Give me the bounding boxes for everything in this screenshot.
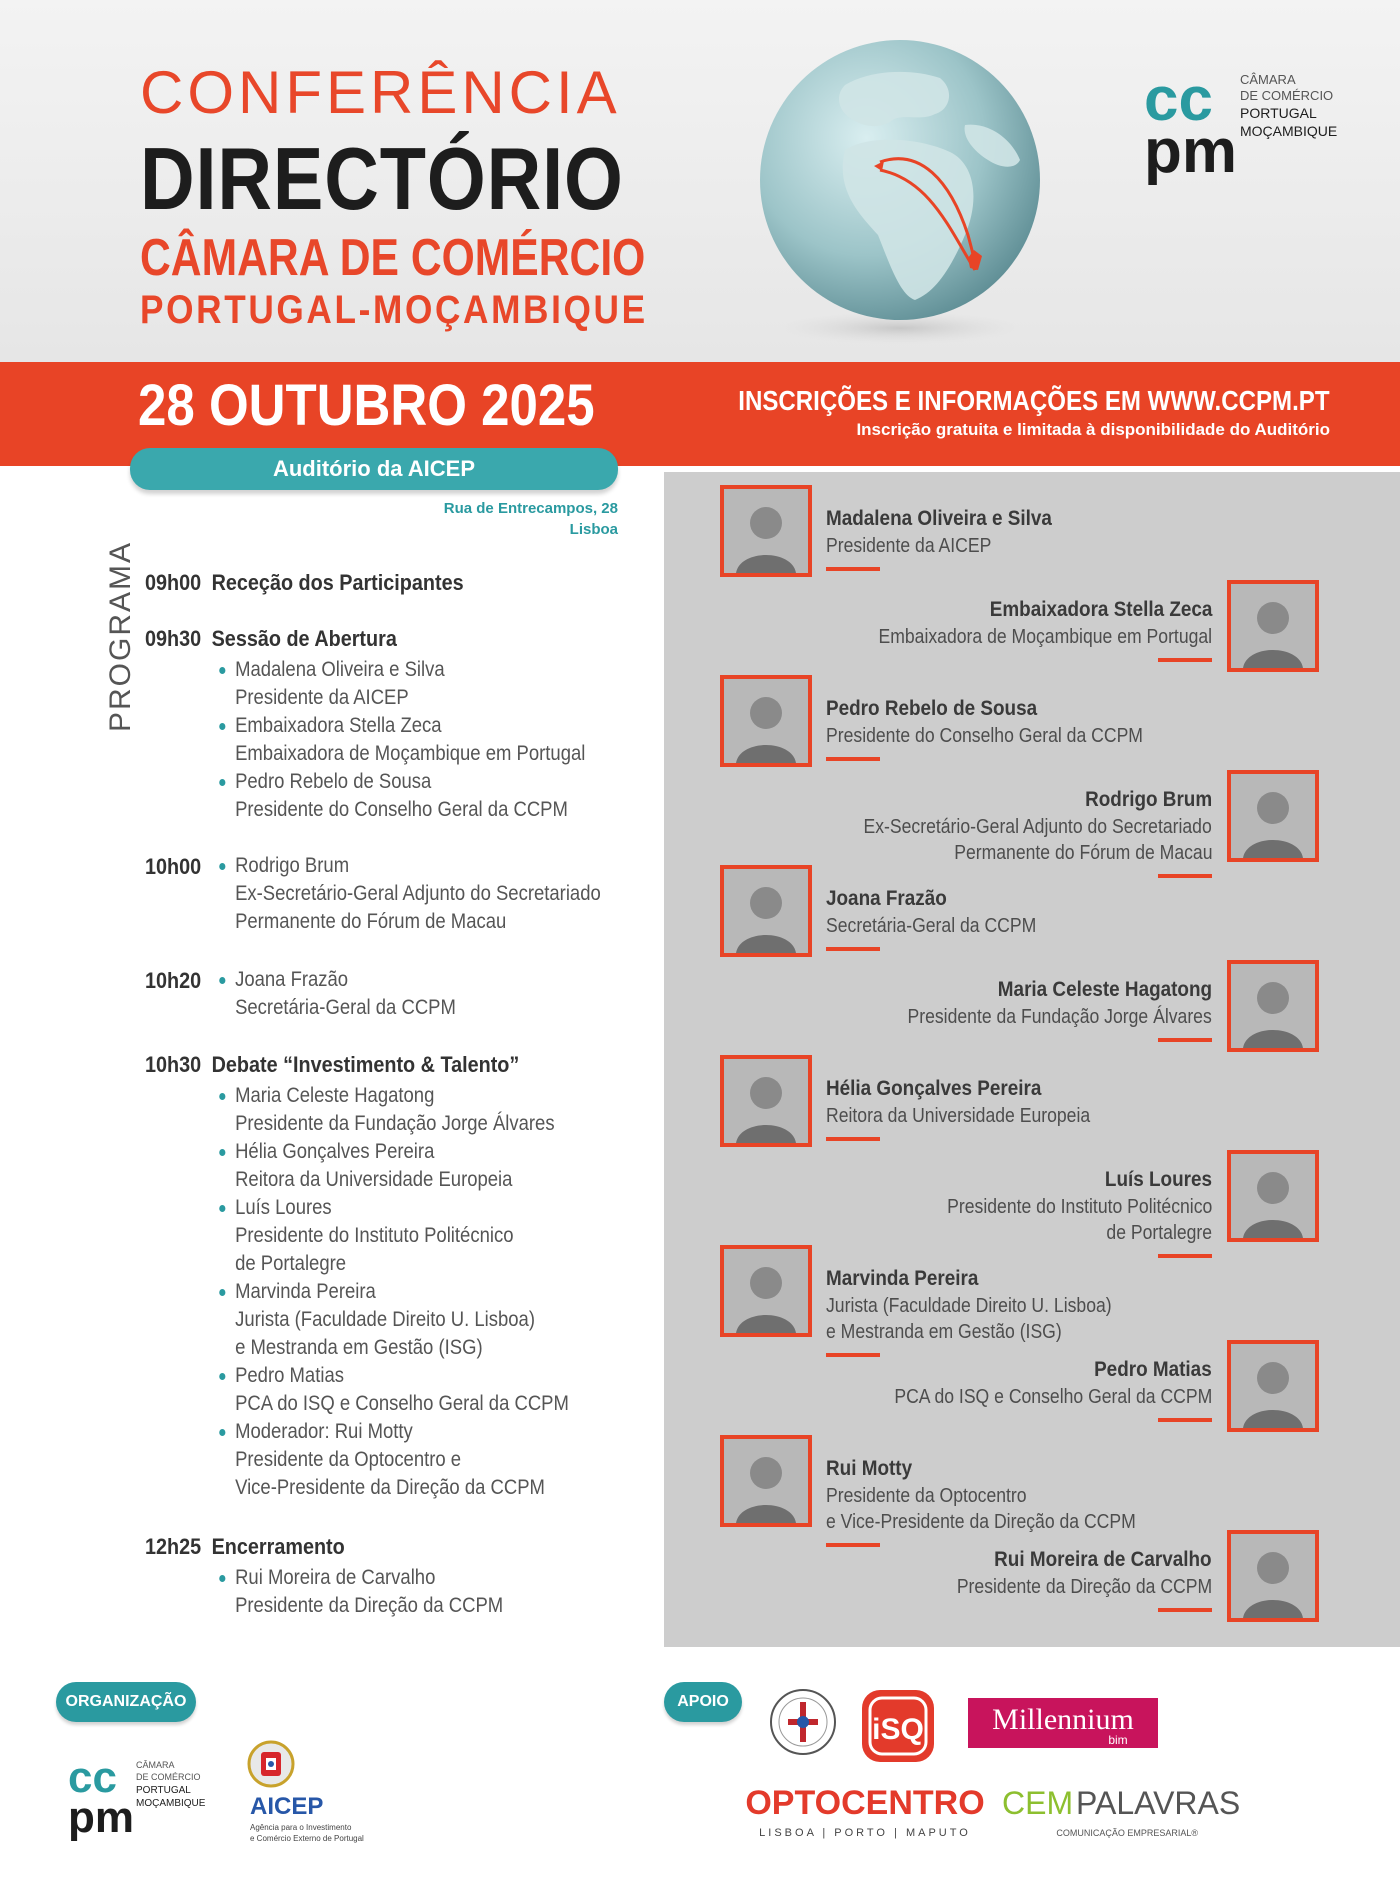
speaker-photo [720,1245,812,1337]
speaker-name: Rui Moreira de Carvalho [994,1548,1212,1571]
program-item: Moderador: Rui Motty Presidente da Optocentro e Vice-Presidente da Direção da CCPM [221,1418,612,1502]
svg-text:pm: pm [68,1793,134,1842]
globe-image [750,30,1050,350]
speaker-name: Joana Frazão [826,887,947,910]
bullet-icon [219,1149,225,1156]
speaker-role: Presidente da AICEP [826,535,992,557]
speaker-role: Permanente do Fórum de Macau [953,842,1212,864]
speaker-photo [1227,1340,1319,1432]
bullet-icon [219,863,225,870]
bullet-icon [219,1373,225,1380]
svg-text:LISBOA | PORTO | MAPUTO: LISBOA | PORTO | MAPUTO [759,1827,971,1839]
speaker-role: e Vice-Presidente da Direção da CCPM [826,1511,1136,1533]
svg-text:cc: cc [1144,65,1213,134]
title-line-3: CÂMARA DE COMÉRCIO [140,229,646,287]
program-block [145,570,665,596]
venue-city: Lisboa [569,521,618,538]
speaker-photo [720,675,812,767]
speaker-role: e Mestranda em Gestão (ISG) [826,1321,1062,1343]
bullet-icon [219,723,225,730]
bullet-icon [219,1429,225,1436]
speaker-underline [826,1137,880,1141]
bullet-icon [219,667,225,674]
bullet-icon [219,1575,225,1582]
ccpm-logo-footer [68,1750,218,1840]
speaker-role: Presidente da Direção da CCPM [956,1576,1212,1598]
program-item: Joana Frazão Secretária-Geral da CCPM [221,966,612,1022]
speaker-photo [720,485,812,577]
svg-text:CEM: CEM [1002,1785,1074,1821]
program-item: Luís Loures Presidente do Instituto Politécnico de Portalegre [221,1194,612,1278]
svg-text:OPTOCENTRO: OPTOCENTRO [745,1784,985,1822]
speaker-name: Hélia Gonçalves Pereira [826,1077,1042,1100]
program-title: Receção dos Participantes [211,570,464,595]
speaker-role: Presidente da Optocentro [826,1485,1027,1507]
speaker-underline [826,947,880,951]
speaker-photo [720,1055,812,1147]
speaker-role: Presidente do Conselho Geral da CCPM [826,725,1143,747]
program-title: Debate “Investimento & Talento” [211,1052,520,1077]
program-item: Pedro Matias PCA do ISQ e Conselho Geral da CCPM [221,1362,612,1418]
speaker-role: PCA do ISQ e Conselho Geral da CCPM [894,1386,1212,1408]
speaker-underline [826,757,880,761]
cempalavras-logo [1000,1778,1241,1848]
speaker-role: Embaixadora de Moçambique em Portugal [878,626,1212,648]
svg-text:COMUNICAÇÃO EMPRESARIAL®: COMUNICAÇÃO EMPRESARIAL® [1056,1828,1198,1838]
svg-text:Millennium: Millennium [992,1703,1134,1736]
speaker-underline [1158,658,1212,662]
program-time: 10h20 [145,968,202,993]
speaker-name: Rui Motty [826,1457,913,1480]
venue-name: Auditório da AICEP [272,456,476,481]
speaker-underline [826,567,880,571]
bullet-icon [219,1289,225,1296]
svg-text:cc: cc [68,1753,117,1802]
speaker-name: Pedro Matias [1094,1358,1212,1381]
program-item: Hélia Gonçalves Pereira Reitora da Universidade Europeia [221,1138,612,1194]
isq-logo [860,1688,936,1764]
speaker-role: Secretária-Geral da CCPM [826,915,1037,937]
program-label: PROGRAMA [104,540,137,732]
speaker-name: Luís Loures [1104,1168,1212,1191]
order-seal-logo [768,1680,838,1770]
organization-pill: ORGANIZAÇÃO [56,1682,196,1722]
millennium-bim-logo [968,1698,1158,1748]
speaker-name: Marvinda Pereira [826,1267,979,1290]
svg-text:Agência para o Investimento: Agência para o Investimento [250,1823,352,1832]
speaker-role: Presidente da Fundação Jorge Álvares [907,1006,1212,1028]
svg-text:PALAVRAS: PALAVRAS [1076,1785,1241,1821]
speaker-photo [1227,960,1319,1052]
speaker-photo [1227,580,1319,672]
svg-text:DE COMÉRCIO: DE COMÉRCIO [136,1772,201,1782]
svg-text:pm: pm [1144,117,1237,186]
program-block [145,968,665,1022]
program-block [145,1052,665,1502]
speaker-photo [1227,1150,1319,1242]
program-block [145,626,665,824]
registration-info: INSCRIÇÕES E INFORMAÇÕES EM WWW.CCPM.PT [738,385,1330,416]
svg-text:PORTUGAL: PORTUGAL [1240,105,1317,121]
program-title: Sessão de Abertura [211,626,397,651]
event-date: 28 OUTUBRO 2025 [138,373,595,438]
speaker-name: Madalena Oliveira e Silva [826,507,1052,530]
program-time: 10h00 [145,854,202,879]
svg-text:iSQ: iSQ [872,1713,924,1746]
program-item: Pedro Rebelo de Sousa Presidente do Conselho Geral da CCPM [221,768,612,824]
speaker-name: Rodrigo Brum [1084,788,1212,811]
speaker-photo [720,865,812,957]
program-time: 10h30 [145,1052,202,1077]
speaker-underline [1158,1418,1212,1422]
program-time: 09h30 [145,626,202,651]
optocentro-logo [745,1778,985,1848]
ccpm-logo [1142,62,1342,186]
speaker-underline [1158,1254,1212,1258]
speaker-underline [826,1353,880,1357]
svg-text:CÂMARA: CÂMARA [1240,72,1296,87]
svg-text:AICEP: AICEP [250,1793,324,1820]
bullet-icon [219,977,225,984]
svg-text:MOÇAMBIQUE: MOÇAMBIQUE [1240,123,1338,139]
svg-text:bim: bim [1108,1733,1128,1747]
speaker-role: Ex-Secretário-Geral Adjunto do Secretariado [863,816,1212,838]
program-item: Rodrigo Brum Ex-Secretário-Geral Adjunto do Secretariado Permanente do Fórum de Macau [221,852,612,936]
svg-text:PORTUGAL: PORTUGAL [136,1785,191,1796]
svg-text:CÂMARA: CÂMARA [136,1760,175,1770]
program-title: Encerramento [211,1534,345,1559]
program-item: Embaixadora Stella Zeca Embaixadora de Moçambique em Portugal [221,712,612,768]
title-line-2: DIRECTÓRIO [140,129,624,228]
bullet-icon [219,779,225,786]
venue-address: Rua de Entrecampos, 28 [443,500,618,517]
speaker-underline [1158,1038,1212,1042]
support-pill: APOIO [664,1682,742,1722]
speaker-name: Pedro Rebelo de Sousa [826,697,1038,720]
program-block [145,854,665,936]
speaker-name: Maria Celeste Hagatong [997,978,1212,1001]
speaker-underline [1158,1608,1212,1612]
aicep-logo [244,1740,394,1850]
speaker-role: Presidente do Instituto Politécnico [946,1196,1212,1218]
svg-text:MOÇAMBIQUE: MOÇAMBIQUE [136,1798,206,1809]
title-line-1: CONFERÊNCIA [140,59,621,126]
speaker-underline [1158,874,1212,878]
speaker-role: Reitora da Universidade Europeia [826,1105,1091,1127]
svg-text:e Comércio Externo de Portugal: e Comércio Externo de Portugal [250,1834,364,1843]
speaker-underline [826,1543,880,1547]
program-item: Madalena Oliveira e Silva Presidente da AICEP [221,656,612,712]
program-item: Rui Moreira de Carvalho Presidente da Direção da CCPM [221,1564,612,1620]
program-time: 09h00 [145,570,202,595]
speaker-photo [720,1435,812,1527]
title-line-4: PORTUGAL-MOÇAMBIQUE [140,288,648,332]
svg-text:DE COMÉRCIO: DE COMÉRCIO [1240,88,1334,103]
bullet-icon [219,1093,225,1100]
registration-note: Inscrição gratuita e limitada à disponibilidade do Auditório [856,420,1330,439]
speaker-role: de Portalegre [1106,1222,1212,1244]
speaker-name: Embaixadora Stella Zeca [989,598,1212,621]
speaker-role: Jurista (Faculdade Direito U. Lisboa) [826,1295,1112,1317]
program-time: 12h25 [145,1534,202,1559]
program-item: Maria Celeste Hagatong Presidente da Fundação Jorge Álvares [221,1082,612,1138]
program-block [145,1534,665,1620]
program-item: Marvinda Pereira Jurista (Faculdade Direito U. Lisboa) e Mestranda em Gestão (ISG) [221,1278,612,1362]
speaker-photo [1227,1530,1319,1622]
speaker-photo [1227,770,1319,862]
bullet-icon [219,1205,225,1212]
